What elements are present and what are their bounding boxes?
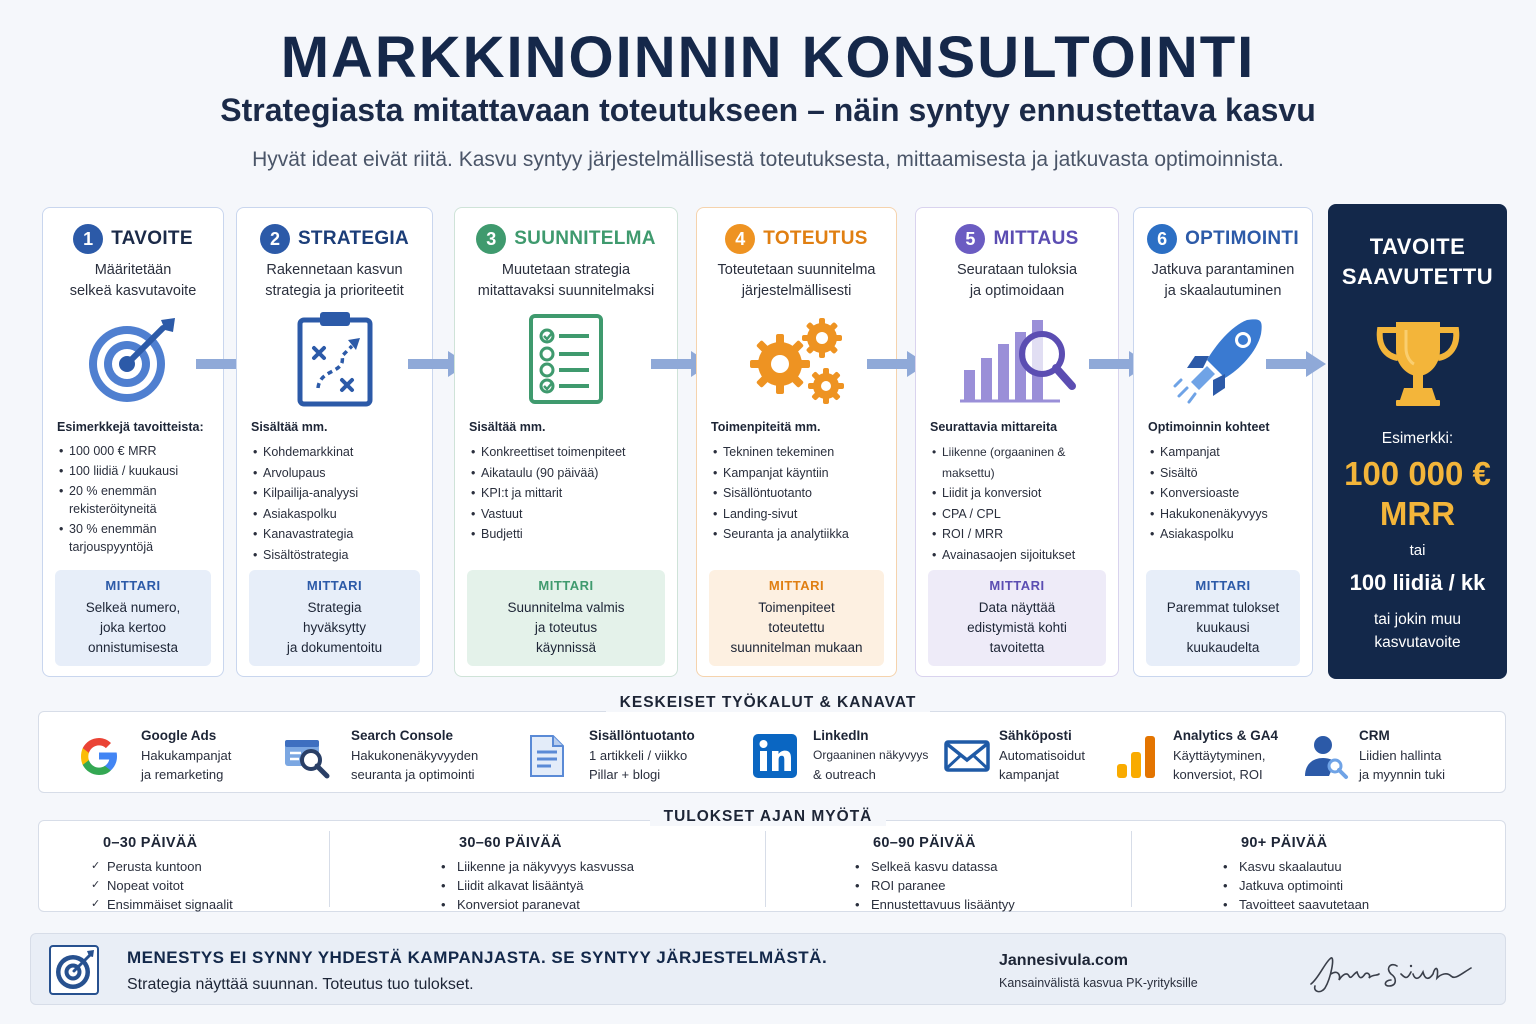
step-card-optimointi [1133,207,1313,677]
chart-magnifier-icon [916,308,1118,418]
metric-line: edistymistä kohti [967,620,1067,635]
period-divider [765,831,766,907]
tool-desc: ja remarketing [141,767,224,782]
measurement-items-list [932,442,1110,565]
list-title: Optimoinnin kohteet [1148,420,1270,434]
results-period [1221,821,1481,915]
step-desc-line: selkeä kasvutavoite [69,283,197,299]
step-description [245,260,424,302]
metric-line: Selkeä numero, [85,600,181,615]
metric-line: Data näyttää [978,600,1056,615]
period-title: 0–30 PÄIVÄÄ [103,835,198,851]
period-item: • Jatkuva optimointi [1221,876,1369,895]
step-header [237,224,432,254]
period-item: • Kasvu skaalautuu [1221,857,1369,876]
list-title: Esimerkkejä tavoitteista: [57,420,204,434]
tool-name: Sisällöntuotanto [589,728,695,743]
metric-label: MITTARI [538,578,594,593]
step-header [916,224,1118,254]
goal-title-line: TAVOITE [1369,234,1466,259]
metric-text [928,598,1106,658]
step-desc-line: strategia ja prioriteetit [265,283,404,299]
list-item: • Liikenne (orgaaninen & maksettu) [932,442,1110,483]
metric-line: ja toteutus [534,620,598,635]
tool-crm [1301,726,1491,786]
list-title: Sisältää mm. [251,420,328,434]
list-item: • 100 000 € MRR [59,442,215,460]
goal-other-line: tai jokin muu [1373,611,1461,628]
list-item: • 20 % enemmän rekisteröityneitä [59,482,169,518]
target-icon [49,945,99,995]
list-item: • Kampanjat [1150,442,1304,463]
metric-text [709,598,884,658]
metric-line: onnistumisesta [87,640,179,655]
tool-text [813,726,928,784]
strategy-items-list [253,442,424,565]
tool-name: Analytics & GA4 [1173,728,1279,743]
list-item: • Sisältö [1150,463,1304,484]
step-description [51,260,215,302]
step-desc-line: Jatkuva parantaminen [1151,262,1295,278]
tool-name: Google Ads [141,728,217,743]
metric-line: Paremmat tulokset [1166,600,1280,615]
list-item: • Asiakaspolku [253,504,424,525]
page-subtitle: Strategiasta mitattavaan toteutukseen – näin syntyy ennustettava kasvu [220,92,1316,128]
results-period [89,821,349,915]
metric-box [467,570,665,666]
plan-items-list [471,442,669,545]
metric-box [928,570,1106,666]
clipboard-strategy-icon [237,308,432,418]
metric-line: joka kertoo [99,620,167,635]
goal-other-line: kasvutavoite [1374,634,1461,651]
list-item: • Sisältöstrategia [253,545,424,566]
step-header [697,224,896,254]
metric-text [249,598,420,658]
step-title: TOTEUTUS [763,228,868,249]
list-title: Toimenpiteitä mm. [711,420,821,434]
results-section-title [0,808,1536,826]
tool-desc: konversiot, ROI [1173,767,1263,782]
metric-label: MITTARI [768,578,825,593]
step-number: 2 [260,224,290,254]
list-item: • 100 liidiä / kuukausi [59,462,215,480]
tool-desc: ja myynnin tuki [1359,767,1445,782]
tool-text [1359,726,1445,784]
tool-desc: Pillar + blogi [589,767,661,782]
tool-desc: Orgaaninen näkyvyys [813,748,929,762]
period-item: • Selkeä kasvu datassa [853,857,1015,876]
step-card-mittaus [915,207,1119,677]
goal-revenue-value: 100 000 € [1344,455,1491,492]
step-card-tavoite [42,207,224,677]
website-link[interactable]: Jannesivula.com [999,952,1128,969]
step-number: 5 [955,224,985,254]
step-number: 3 [476,224,506,254]
period-list [89,857,233,914]
step-desc-line: ja skaalautuminen [1164,283,1282,299]
metric-box [709,570,884,666]
step-desc-line: ja optimoidaan [969,283,1065,299]
list-item: • Landing-sivut [713,504,888,525]
period-item: • Konversiot paranevat [439,895,634,914]
metric-box [55,570,211,666]
metric-box [1146,570,1300,666]
list-item: • Aikataulu (90 päivää) [471,463,669,484]
metric-text [1146,598,1300,658]
list-item: • Arvolupaus [253,463,424,484]
tool-email [943,726,1113,786]
list-item: • ROI / MRR [932,524,1110,545]
results-period [851,821,1151,915]
page-title: MARKKINOINNIN KONSULTOINTI [280,25,1256,90]
list-item: • Budjetti [471,524,669,545]
period-item: • ROI paranee [853,876,1015,895]
period-item: • Liikenne ja näkyvyys kasvussa [439,857,634,876]
tool-desc: 1 artikkeli / viikko [589,748,688,763]
results-title-text: TULOKSET AJAN MYÖTÄ [650,808,887,826]
period-item: • Ennustettavuus lisääntyy [853,895,1015,914]
metric-line: Strategia [307,600,362,615]
metric-label: MITTARI [306,578,363,593]
footer-banner [30,933,1506,1005]
step-header [1134,224,1312,254]
metric-line: kuukaudelta [1186,640,1260,655]
flow-arrow [1266,350,1326,378]
goal-revenue-unit: MRR [1379,495,1456,532]
list-item: • KPI:t ja mittarit [471,483,669,504]
period-item: ✓ Nopeat voitot [89,876,233,895]
tool-text [141,726,231,784]
tool-desc: seuranta ja optimointi [351,767,475,782]
metric-text [55,598,211,658]
goal-examples-list [59,442,215,558]
tool-name: LinkedIn [813,728,869,743]
tool-search-console [283,726,503,786]
metric-label: MITTARI [105,578,161,593]
optimization-items-list [1150,442,1304,545]
tools-section-title [0,694,1536,712]
step-number: 4 [725,224,755,254]
trophy-icon [1328,316,1507,408]
list-item: • Konkreettiset toimenpiteet [471,442,669,463]
tool-text [1173,726,1278,784]
tool-desc: Hakukonenäkyvyyden [351,748,479,763]
step-title: SUUNNITELMA [514,228,656,249]
metric-line: ja dokumentoitu [286,640,383,655]
step-desc-line: mitattavaksi suunnitelmaksi [477,283,655,299]
google-icon [75,732,123,780]
metric-box [249,570,420,666]
list-title: Sisältää mm. [469,420,546,434]
list-item: • 30 % enemmän tarjouspyyntöjä [59,520,169,556]
signature [1301,944,1481,1000]
analytics-icon [1113,732,1161,780]
period-list [439,857,634,914]
metric-line: tavoitetta [989,640,1045,655]
list-item: • Sisällöntuotanto [713,483,888,504]
step-title: TAVOITE [111,228,193,249]
period-divider [1131,831,1132,907]
tool-desc: Liidien hallinta [1359,748,1442,763]
metric-label: MITTARI [1195,578,1251,593]
list-item: • CPA / CPL [932,504,1110,525]
results-section [38,820,1506,912]
tool-desc: Käyttäytyminen, [1173,748,1266,763]
metric-line: toteutettu [768,620,825,635]
tool-name: CRM [1359,728,1390,743]
list-item: • Asiakaspolku [1150,524,1304,545]
tools-section [38,711,1506,793]
step-desc-line: Rakennetaan kasvun [266,262,403,278]
metric-line: kuukausi [1196,620,1250,635]
list-item: • Tekninen tekeminen [713,442,888,463]
linkedin-icon [751,732,799,780]
goal-example-label: Esimerkki: [1381,430,1454,447]
step-card-strategia [236,207,433,677]
checklist-icon [455,308,677,418]
metric-text [467,598,665,658]
step-description [705,260,888,302]
list-item: • Kampanjat käyntiin [713,463,888,484]
tool-google-ads [75,726,275,786]
step-desc-line: Määritetään [94,262,172,278]
list-item: • Seuranta ja analytiikka [713,524,888,545]
tool-desc: kampanjat [999,767,1059,782]
step-header [455,224,677,254]
goal-revenue [1328,454,1507,534]
metric-line: suunnitelman mukaan [730,640,863,655]
metric-line: Suunnitelma valmis [507,600,625,615]
list-item: • Kanavastrategia [253,524,424,545]
mail-icon [943,732,991,780]
tool-text [351,726,478,784]
tool-text [999,726,1085,784]
tool-desc: Hakukampanjat [141,748,232,763]
step-desc-line: Toteutetaan suunnitelma [717,262,876,278]
period-title: 30–60 PÄIVÄÄ [459,835,562,851]
crm-icon [1301,732,1349,780]
step-title: MITTAUS [993,228,1079,249]
list-title: Seurattavia mittareita [930,420,1058,434]
step-card-toteutus [696,207,897,677]
period-item: • Tavoitteet saavutetaan [1221,895,1369,914]
tool-name: Sähköposti [999,728,1072,743]
tool-name: Search Console [351,728,454,743]
period-list [853,857,1015,914]
results-period [435,821,735,915]
goal-other [1328,608,1507,654]
metric-line: hyväksytty [302,620,367,635]
period-item: • Liidit alkavat lisääntyä [439,876,634,895]
step-desc-line: Muutetaan strategia [501,262,631,278]
goal-achieved-card [1328,204,1507,679]
step-description [463,260,669,302]
intro-text: Hyvät ideat eivät riitä. Kasvu syntyy järjestelmällisestä toteutuksesta, mittaamisesta ja jatkuvasta optimoinnista. [252,148,1284,171]
metric-line: Toimenpiteet [758,600,835,615]
step-number: 1 [73,224,103,254]
footer-subline: Strategia näyttää suunnan. Toteutus tuo tulokset. [127,976,474,993]
tool-content-production [523,726,723,786]
step-number: 6 [1147,224,1177,254]
tool-analytics [1113,726,1293,786]
period-title: 90+ PÄIVÄÄ [1241,835,1328,851]
search-console-icon [283,732,331,780]
step-card-suunnitelma [454,207,678,677]
goal-or: tai [1409,542,1426,559]
period-item: ✓ Perusta kuntoon [89,857,233,876]
footer-headline: MENESTYS EI SYNNY YHDESTÄ KAMPANJASTA. SE SYNTYY JÄRJESTELMÄSTÄ. [127,948,828,967]
step-header [43,224,223,254]
list-item: • Konversioaste [1150,483,1304,504]
list-item: • Hakukonenäkyvyys [1150,504,1304,525]
tool-desc: Automatisoidut [999,748,1085,763]
list-item: • Kohdemarkkinat [253,442,424,463]
period-title: 60–90 PÄIVÄÄ [873,835,976,851]
document-icon [523,732,571,780]
metric-line: käynnissä [535,640,597,655]
period-divider [329,831,330,907]
list-item: • Kilpailija-analyysi [253,483,424,504]
list-item: • Liidit ja konversiot [932,483,1110,504]
step-title: STRATEGIA [297,228,410,249]
step-description [1142,260,1304,302]
step-desc-line: Seurataan tuloksia [956,262,1078,278]
goal-title [1328,232,1507,292]
list-item: • Avainasaojen sijoitukset [932,545,1110,566]
goal-title-line: SAAVUTETTU [1341,264,1494,289]
period-item: ✓ Ensimmäiset signaalit [89,895,233,914]
step-desc-line: järjestelmällisesti [741,283,852,299]
step-title: OPTIMOINTI [1185,228,1299,249]
step-description [924,260,1110,302]
list-item: • Vastuut [471,504,669,525]
goal-leads: 100 liidiä / kk [1349,570,1486,595]
metric-label: MITTARI [989,578,1045,593]
tool-linkedin [751,726,941,786]
tool-desc: & outreach [813,767,876,782]
footer-tagline: Kansainvälistä kasvua PK-yrityksille [999,976,1198,990]
execution-items-list [713,442,888,545]
period-list [1221,857,1369,914]
tool-text [589,726,695,784]
tools-title-text: KESKEISET TYÖKALUT & KANAVAT [606,694,931,712]
